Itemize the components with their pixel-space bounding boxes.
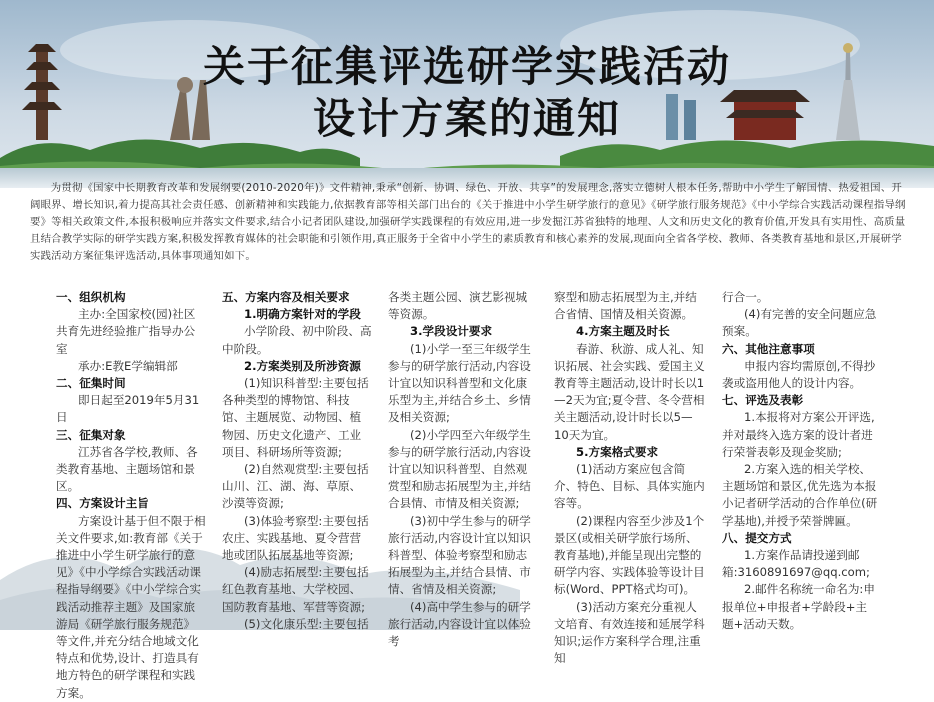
- paragraph: 承办:E教E学编辑部: [78, 358, 178, 373]
- paragraph: 即日起至2019年5月31日: [56, 393, 200, 425]
- paragraph: (1)小学一至三年级学生参与的研学旅行活动,内容设计宜以知识科普型和文化康乐型为主,并结合乡土、乡情及相关资源;: [388, 341, 531, 425]
- intro-paragraph: 为贯彻《国家中长期教育改革和发展纲要(2010-2020年)》文件精神,秉承“创新、协调、绿色、开放、共享”的发展理念,落实立德树人根本任务,帮助中小学生了解国情、热爱祖国、开阔眼界、增长知识,着力提高其社会责任感、创新精神和实践能力,依据教育部等相关部门出台的《关于推进中小学生研学旅行的意见》《研学旅行服务规范》《中小学综合实践活动课程指导纲要》等相关政策文件,本报积极响应并落实文件要求,结合小记者团队建设,加强研学实践课程的有效应用,进一步发掘江苏省独特的地理、人文和历史文化的教育价值,开发具有实用性、高质量且结合教学实际的研学实践方案,积极发挥教育媒体的社会职能和引领作用,真正服务于全省中小学生的素质教育和核心素养的发展,现面向全省各学校、教师、各类教育基地和景区,开展研学实践活动方案征集评选活动,具体事项通知如下。: [30, 182, 906, 262]
- paragraph: (2)自然观赏型:主要包括山川、江、湖、海、草原、沙漠等资源;: [222, 462, 369, 511]
- paragraph: (4)励志拓展型:主要包括红色教育基地、大学校园、国防教育基地、军营等资源;: [222, 565, 369, 614]
- paragraph: 2.邮件名称统一命名为:申报单位+申报者+学龄段+主题+活动天数。: [722, 582, 875, 631]
- section-heading: 八、提交方式: [722, 530, 792, 545]
- section-heading: 六、其他注意事项: [722, 341, 815, 356]
- section-heading: 一、组织机构: [56, 290, 126, 304]
- paragraph: 各类主题公园、演艺影视城等资源。: [388, 290, 528, 322]
- paragraph: 主办:全国家校(园)社区共育先进经验推广指导办公室: [56, 307, 196, 356]
- paragraph: (5)文化康乐型:主要包括: [244, 616, 369, 631]
- paragraph: 行合一。: [722, 290, 769, 304]
- paragraph: (4)有完善的安全问题应急预案。: [722, 307, 877, 339]
- column-2: [222, 289, 372, 633]
- paragraph: 申报内容均需原创,不得抄袭或盗用他人的设计内容。: [722, 358, 876, 391]
- paragraph: (4)高中学生参与的研学旅行活动,内容设计宜以体验考: [388, 599, 531, 649]
- section-heading: 三、征集对象: [56, 427, 126, 442]
- paragraph: 春游、秋游、成人礼、知识拓展、社会实践、爱国主义教育等主题活动,设计时长以1—2天为宜;夏令营、冬令营相关主题活动,设计时长以5—10天为宜。: [554, 341, 705, 442]
- paragraph: 江苏省各学校,教师、各类教育基地、主题场馆和景区。: [56, 444, 198, 494]
- section-heading: 4.方案主题及时长: [576, 324, 670, 339]
- section-heading: 2.方案类别及所涉资源: [244, 358, 361, 373]
- paragraph: (2)课程内容至少涉及1个景区(或相关研学旅行场所、教育基地),并能呈现出完整的研学内容、实践体验等设计目标(Word、PPT格式均可)。: [554, 513, 705, 597]
- column-3: [388, 289, 538, 650]
- paragraph: (1)活动方案应包含简介、特色、目标、具体实施内容等。: [554, 462, 705, 511]
- section-heading: 五、方案内容及相关要求: [222, 290, 350, 304]
- section-heading: 二、征集时间: [56, 376, 126, 391]
- column-1: [56, 289, 206, 702]
- paragraph: 1.方案作品请投递到邮箱:3160891697@qq.com;: [722, 548, 870, 580]
- header-banner: [0, 0, 934, 185]
- section-heading: 七、评选及表彰: [722, 393, 804, 408]
- paragraph: 方案设计基于但不限于相关文件要求,如:教育部《关于推进中小学生研学旅行的意见》《中小学综合实践活动课程指导纲要》《中小学综合实践活动推荐主题》及国家旅游局《研学旅行服务规范》等文件,并充分结合地域文化特点和优势,设计、打造具有地方特色的研学课程和实践方案。: [56, 513, 206, 700]
- column-5: [722, 289, 878, 633]
- article-columns: [56, 289, 896, 700]
- paragraph: 小学阶段、初中阶段、高中阶段。: [222, 324, 372, 356]
- page-title: 关于征集评选研学实践活动: [202, 42, 731, 91]
- section-heading: 5.方案格式要求: [576, 444, 659, 459]
- column-4: [554, 289, 706, 667]
- paragraph: (3)初中学生参与的研学旅行活动,内容设计宜以知识科普型、体验考察型和励志拓展型为主,并结合县情、市情、省情及相关资源;: [388, 513, 531, 597]
- paragraph: (3)体验考察型:主要包括农庄、实践基地、夏令营营地或团队拓展基地等资源;: [222, 513, 369, 563]
- paragraph: 1.本报将对方案公开评选,并对最终入选方案的设计者进行荣誉表彰及现金奖励;: [722, 410, 875, 459]
- paragraph: (3)活动方案充分重视人文培育、有效连接和延展学科知识;运作方案科学合理,注重知: [554, 599, 705, 666]
- paragraph: (1)知识科普型:主要包括各种类型的博物馆、科技馆、主题展览、动物园、植物园、历史文化遗产、工业项目、科研场所等资源;: [222, 376, 369, 459]
- page-subtitle: 设计方案的通知: [312, 94, 621, 143]
- section-heading: 1.明确方案针对的学段: [244, 307, 361, 322]
- paragraph: (2)小学四至六年级学生参与的研学旅行活动,内容设计宜以知识科普型、自然观赏型和励志拓展型为主,并结合县情、市情及相关资源;: [388, 427, 531, 511]
- section-heading: 四、方案设计主旨: [56, 496, 149, 511]
- paragraph: 2.方案入选的相关学校、主题场馆和景区,优先选为本报小记者研学活动的合作单位(研学基地),并授予荣誉牌匾。: [722, 462, 878, 528]
- section-heading: 3.学段设计要求: [410, 324, 493, 339]
- paragraph: 察型和励志拓展型为主,并结合省情、国情及相关资源。: [554, 290, 697, 322]
